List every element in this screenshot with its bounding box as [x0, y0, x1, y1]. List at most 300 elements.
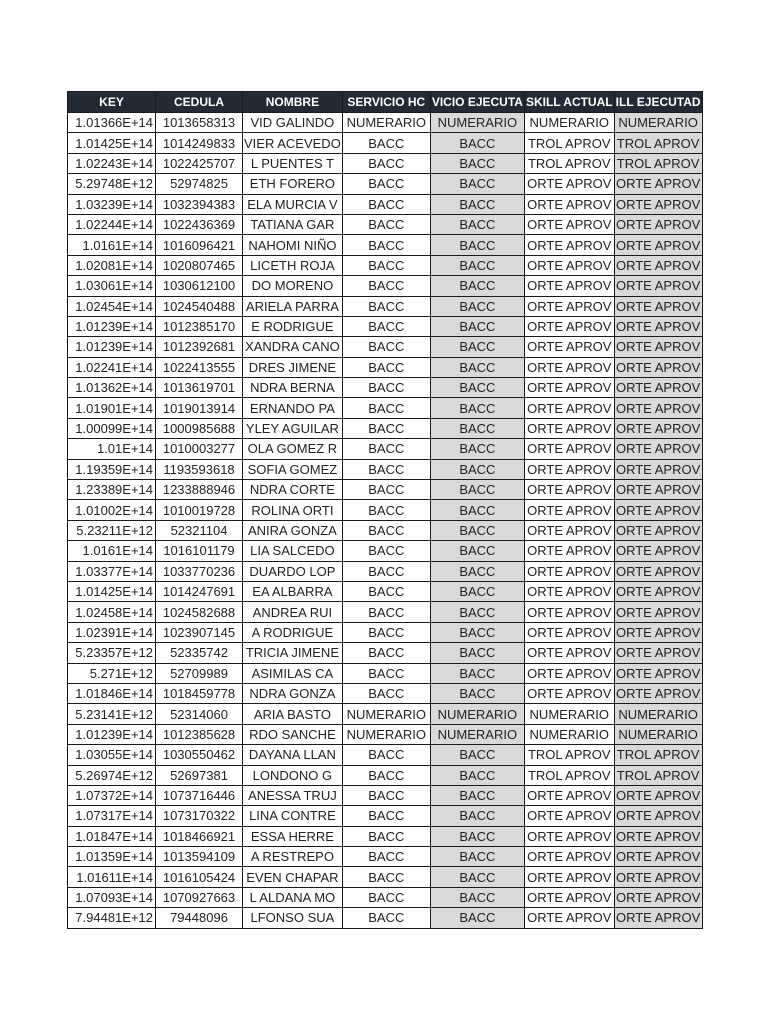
cell-servicio-ejecutado[interactable]: BACC — [430, 745, 524, 765]
cell-servicio-hc[interactable]: BACC — [342, 683, 430, 703]
cell-servicio-hc[interactable]: BACC — [342, 357, 430, 377]
cell-servicio-hc[interactable]: BACC — [342, 765, 430, 785]
cell-skill-actual[interactable]: NUMERARIO — [524, 724, 614, 744]
cell-skill-ejecutado[interactable]: ORTE APROV — [614, 357, 702, 377]
cell-key[interactable]: 1.01425E+14 — [68, 581, 156, 601]
cell-nombre[interactable]: TATIANA GAR — [243, 214, 343, 234]
table-row — [68, 704, 703, 724]
cell-skill-actual[interactable]: ORTE APROV — [524, 500, 614, 520]
cell-key[interactable]: 1.02241E+14 — [68, 357, 156, 377]
cell-key[interactable]: 1.03055E+14 — [68, 745, 156, 765]
cell-key[interactable]: 1.07317E+14 — [68, 806, 156, 826]
cell-key[interactable]: 1.07372E+14 — [68, 785, 156, 805]
table-row — [68, 500, 703, 520]
cell-cedula[interactable]: 1030612100 — [156, 276, 243, 296]
cell-cedula[interactable]: 1073170322 — [156, 806, 243, 826]
cell-cedula[interactable]: 1073716446 — [156, 785, 243, 805]
header-nombre[interactable]: NOMBRE — [243, 92, 343, 113]
header-row — [68, 92, 703, 113]
cell-servicio-ejecutado[interactable]: NUMERARIO — [430, 704, 524, 724]
cell-key[interactable]: 1.02243E+14 — [68, 153, 156, 173]
cell-skill-actual[interactable]: ORTE APROV — [524, 439, 614, 459]
cell-servicio-hc[interactable]: BACC — [342, 867, 430, 887]
cell-nombre[interactable]: DUARDO LOP — [243, 561, 343, 581]
cell-skill-ejecutado[interactable]: ORTE APROV — [614, 439, 702, 459]
cell-skill-actual[interactable]: ORTE APROV — [524, 826, 614, 846]
cell-servicio-ejecutado[interactable]: BACC — [430, 806, 524, 826]
cell-skill-ejecutado[interactable]: ORTE APROV — [614, 276, 702, 296]
cell-cedula[interactable]: 1010019728 — [156, 500, 243, 520]
cell-skill-ejecutado[interactable]: NUMERARIO — [614, 113, 702, 133]
cell-skill-ejecutado[interactable]: ORTE APROV — [614, 683, 702, 703]
cell-servicio-ejecutado[interactable]: BACC — [430, 683, 524, 703]
cell-servicio-ejecutado[interactable]: BACC — [430, 541, 524, 561]
cell-skill-ejecutado[interactable]: TROL APROV — [614, 133, 702, 153]
cell-servicio-ejecutado[interactable]: BACC — [430, 867, 524, 887]
cell-skill-actual[interactable]: ORTE APROV — [524, 316, 614, 336]
cell-nombre[interactable]: ANDREA RUI — [243, 602, 343, 622]
cell-key[interactable]: 5.271E+12 — [68, 663, 156, 683]
header-skill-actual[interactable]: SKILL ACTUAL — [524, 92, 614, 113]
cell-cedula[interactable]: 1013594109 — [156, 847, 243, 867]
cell-servicio-hc[interactable]: BACC — [342, 235, 430, 255]
cell-nombre[interactable]: OLA GOMEZ R — [243, 439, 343, 459]
cell-servicio-hc[interactable]: BACC — [342, 133, 430, 153]
cell-cedula[interactable]: 1013619701 — [156, 378, 243, 398]
cell-cedula[interactable]: 52335742 — [156, 643, 243, 663]
cell-servicio-hc[interactable]: BACC — [342, 398, 430, 418]
cell-skill-actual[interactable]: ORTE APROV — [524, 622, 614, 642]
cell-cedula[interactable]: 1016101179 — [156, 541, 243, 561]
cell-skill-ejecutado[interactable]: ORTE APROV — [614, 541, 702, 561]
cell-cedula[interactable]: 1024540488 — [156, 296, 243, 316]
cell-key[interactable]: 5.26974E+12 — [68, 765, 156, 785]
cell-skill-ejecutado[interactable]: ORTE APROV — [614, 622, 702, 642]
cell-key[interactable]: 1.01E+14 — [68, 439, 156, 459]
cell-servicio-hc[interactable]: BACC — [342, 541, 430, 561]
cell-cedula[interactable]: 52697381 — [156, 765, 243, 785]
table-row — [68, 541, 703, 561]
cell-nombre[interactable]: ELA MURCIA V — [243, 194, 343, 214]
cell-key[interactable]: 1.01002E+14 — [68, 500, 156, 520]
cell-servicio-hc[interactable]: BACC — [342, 847, 430, 867]
cell-skill-actual[interactable]: ORTE APROV — [524, 541, 614, 561]
cell-servicio-hc[interactable]: BACC — [342, 296, 430, 316]
cell-skill-actual[interactable]: ORTE APROV — [524, 683, 614, 703]
cell-servicio-hc[interactable]: BACC — [342, 418, 430, 438]
table-row — [68, 357, 703, 377]
cell-key[interactable]: 1.03377E+14 — [68, 561, 156, 581]
cell-skill-actual[interactable]: ORTE APROV — [524, 806, 614, 826]
cell-servicio-hc[interactable]: BACC — [342, 153, 430, 173]
cell-servicio-ejecutado[interactable]: NUMERARIO — [430, 724, 524, 744]
cell-skill-ejecutado[interactable]: ORTE APROV — [614, 174, 702, 194]
cell-nombre[interactable]: L ALDANA MO — [243, 887, 343, 907]
cell-skill-ejecutado[interactable]: ORTE APROV — [614, 214, 702, 234]
cell-skill-ejecutado[interactable]: NUMERARIO — [614, 724, 702, 744]
cell-servicio-ejecutado[interactable]: BACC — [430, 337, 524, 357]
cell-servicio-hc[interactable]: BACC — [342, 826, 430, 846]
cell-skill-actual[interactable]: ORTE APROV — [524, 602, 614, 622]
cell-nombre[interactable]: DAYANA LLAN — [243, 745, 343, 765]
cell-nombre[interactable]: A RODRIGUE — [243, 622, 343, 642]
cell-cedula[interactable]: 1018466921 — [156, 826, 243, 846]
cell-skill-ejecutado[interactable]: ORTE APROV — [614, 398, 702, 418]
cell-skill-ejecutado[interactable]: ORTE APROV — [614, 785, 702, 805]
cell-nombre[interactable]: VIER ACEVEDO — [243, 133, 343, 153]
cell-cedula[interactable]: 1193593618 — [156, 459, 243, 479]
cell-key[interactable]: 5.23357E+12 — [68, 643, 156, 663]
cell-servicio-ejecutado[interactable]: BACC — [430, 561, 524, 581]
cell-nombre[interactable]: LICETH ROJA — [243, 255, 343, 275]
cell-servicio-hc[interactable]: BACC — [342, 643, 430, 663]
cell-skill-actual[interactable]: ORTE APROV — [524, 255, 614, 275]
cell-key[interactable]: 1.03061E+14 — [68, 276, 156, 296]
cell-servicio-hc[interactable]: BACC — [342, 194, 430, 214]
cell-nombre[interactable]: NDRA CORTE — [243, 480, 343, 500]
cell-skill-ejecutado[interactable]: ORTE APROV — [614, 520, 702, 540]
cell-servicio-hc[interactable]: BACC — [342, 908, 430, 928]
cell-nombre[interactable]: L PUENTES T — [243, 153, 343, 173]
cell-skill-ejecutado[interactable]: TROL APROV — [614, 765, 702, 785]
cell-skill-actual[interactable]: ORTE APROV — [524, 581, 614, 601]
table-row — [68, 276, 703, 296]
cell-key[interactable]: 1.01366E+14 — [68, 113, 156, 133]
cell-nombre[interactable]: EA ALBARRA — [243, 581, 343, 601]
cell-skill-ejecutado[interactable]: ORTE APROV — [614, 194, 702, 214]
table-row — [68, 602, 703, 622]
cell-servicio-ejecutado[interactable]: BACC — [430, 153, 524, 173]
cell-key[interactable]: 1.02081E+14 — [68, 255, 156, 275]
cell-cedula[interactable]: 1012385170 — [156, 316, 243, 336]
cell-skill-ejecutado[interactable]: ORTE APROV — [614, 500, 702, 520]
cell-nombre[interactable]: E RODRIGUE — [243, 316, 343, 336]
cell-key[interactable]: 1.01846E+14 — [68, 683, 156, 703]
cell-servicio-hc[interactable]: BACC — [342, 276, 430, 296]
cell-nombre[interactable]: ROLINA ORTI — [243, 500, 343, 520]
cell-nombre[interactable]: LONDONO G — [243, 765, 343, 785]
cell-servicio-hc[interactable]: BACC — [342, 602, 430, 622]
cell-cedula[interactable]: 1022436369 — [156, 214, 243, 234]
cell-nombre[interactable]: ARIELA PARRA — [243, 296, 343, 316]
cell-cedula[interactable]: 79448096 — [156, 908, 243, 928]
cell-skill-ejecutado[interactable]: ORTE APROV — [614, 847, 702, 867]
header-key[interactable]: KEY — [68, 92, 156, 113]
cell-servicio-ejecutado[interactable]: BACC — [430, 214, 524, 234]
cell-nombre[interactable]: ANESSA TRUJ — [243, 785, 343, 805]
header-servicio-ejecutado[interactable]: VICIO EJECUTA — [430, 92, 524, 113]
cell-key[interactable]: 1.01239E+14 — [68, 316, 156, 336]
cell-servicio-hc[interactable]: BACC — [342, 745, 430, 765]
cell-nombre[interactable]: ETH FORERO — [243, 174, 343, 194]
cell-cedula[interactable]: 1010003277 — [156, 439, 243, 459]
cell-skill-actual[interactable]: ORTE APROV — [524, 174, 614, 194]
table-row — [68, 847, 703, 867]
cell-cedula[interactable]: 1014249833 — [156, 133, 243, 153]
cell-skill-actual[interactable]: ORTE APROV — [524, 378, 614, 398]
cell-skill-ejecutado[interactable]: ORTE APROV — [614, 908, 702, 928]
table-row — [68, 724, 703, 744]
cell-cedula[interactable]: 1024582688 — [156, 602, 243, 622]
cell-skill-actual[interactable]: ORTE APROV — [524, 459, 614, 479]
cell-key[interactable]: 7.94481E+12 — [68, 908, 156, 928]
cell-servicio-ejecutado[interactable]: BACC — [430, 520, 524, 540]
cell-key[interactable]: 1.02454E+14 — [68, 296, 156, 316]
cell-skill-ejecutado[interactable]: ORTE APROV — [614, 663, 702, 683]
cell-key[interactable]: 5.23211E+12 — [68, 520, 156, 540]
cell-key[interactable]: 1.01239E+14 — [68, 724, 156, 744]
cell-skill-actual[interactable]: ORTE APROV — [524, 867, 614, 887]
cell-servicio-hc[interactable]: BACC — [342, 439, 430, 459]
cell-cedula[interactable]: 1070927663 — [156, 887, 243, 907]
cell-cedula[interactable]: 1016096421 — [156, 235, 243, 255]
cell-cedula[interactable]: 1012392681 — [156, 337, 243, 357]
cell-key[interactable]: 1.01847E+14 — [68, 826, 156, 846]
cell-skill-ejecutado[interactable]: ORTE APROV — [614, 235, 702, 255]
table-row — [68, 296, 703, 316]
cell-skill-actual[interactable]: ORTE APROV — [524, 194, 614, 214]
cell-servicio-ejecutado[interactable]: BACC — [430, 602, 524, 622]
cell-servicio-ejecutado[interactable]: BACC — [430, 663, 524, 683]
cell-servicio-ejecutado[interactable]: BACC — [430, 785, 524, 805]
cell-skill-ejecutado[interactable]: NUMERARIO — [614, 704, 702, 724]
cell-servicio-ejecutado[interactable]: BACC — [430, 459, 524, 479]
cell-servicio-hc[interactable]: BACC — [342, 459, 430, 479]
cell-skill-actual[interactable]: ORTE APROV — [524, 520, 614, 540]
cell-skill-actual[interactable]: ORTE APROV — [524, 908, 614, 928]
cell-cedula[interactable]: 1022425707 — [156, 153, 243, 173]
cell-skill-ejecutado[interactable]: ORTE APROV — [614, 378, 702, 398]
cell-cedula[interactable]: 52709989 — [156, 663, 243, 683]
cell-cedula[interactable]: 1030550462 — [156, 745, 243, 765]
cell-key[interactable]: 1.02391E+14 — [68, 622, 156, 642]
cell-servicio-ejecutado[interactable]: BACC — [430, 398, 524, 418]
cell-servicio-ejecutado[interactable]: BACC — [430, 826, 524, 846]
cell-nombre[interactable]: DRES JIMENE — [243, 357, 343, 377]
cell-key[interactable]: 1.19359E+14 — [68, 459, 156, 479]
table-row — [68, 867, 703, 887]
cell-cedula[interactable]: 52321104 — [156, 520, 243, 540]
cell-skill-actual[interactable]: ORTE APROV — [524, 357, 614, 377]
cell-cedula[interactable]: 1233888946 — [156, 480, 243, 500]
cell-key[interactable]: 1.00099E+14 — [68, 418, 156, 438]
cell-nombre[interactable]: A RESTREPO — [243, 847, 343, 867]
cell-skill-actual[interactable]: NUMERARIO — [524, 704, 614, 724]
cell-cedula[interactable]: 1019013914 — [156, 398, 243, 418]
cell-skill-actual[interactable]: ORTE APROV — [524, 276, 614, 296]
cell-nombre[interactable]: LINA CONTRE — [243, 806, 343, 826]
cell-key[interactable]: 1.01239E+14 — [68, 337, 156, 357]
cell-skill-actual[interactable]: ORTE APROV — [524, 561, 614, 581]
cell-cedula[interactable]: 1016105424 — [156, 867, 243, 887]
table-row — [68, 622, 703, 642]
cell-servicio-hc[interactable]: BACC — [342, 214, 430, 234]
cell-servicio-hc[interactable]: BACC — [342, 806, 430, 826]
cell-servicio-ejecutado[interactable]: BACC — [430, 439, 524, 459]
cell-servicio-hc[interactable]: BACC — [342, 378, 430, 398]
cell-key[interactable]: 1.02244E+14 — [68, 214, 156, 234]
cell-cedula[interactable]: 1000985688 — [156, 418, 243, 438]
cell-nombre[interactable]: EVEN CHAPAR — [243, 867, 343, 887]
cell-skill-ejecutado[interactable]: ORTE APROV — [614, 806, 702, 826]
cell-key[interactable]: 1.03239E+14 — [68, 194, 156, 214]
cell-nombre[interactable]: YLEY AGUILAR — [243, 418, 343, 438]
cell-skill-ejecutado[interactable]: ORTE APROV — [614, 316, 702, 336]
cell-nombre[interactable]: VID GALINDO — [243, 113, 343, 133]
cell-cedula[interactable]: 1014247691 — [156, 581, 243, 601]
cell-servicio-hc[interactable]: NUMERARIO — [342, 113, 430, 133]
cell-servicio-hc[interactable]: BACC — [342, 581, 430, 601]
cell-skill-actual[interactable]: ORTE APROV — [524, 398, 614, 418]
cell-cedula[interactable]: 1022413555 — [156, 357, 243, 377]
cell-nombre[interactable]: ARIA BASTO — [243, 704, 343, 724]
cell-skill-actual[interactable]: ORTE APROV — [524, 337, 614, 357]
cell-nombre[interactable]: NAHOMI NIÑO — [243, 235, 343, 255]
cell-servicio-hc[interactable]: BACC — [342, 174, 430, 194]
cell-skill-ejecutado[interactable]: ORTE APROV — [614, 602, 702, 622]
cell-key[interactable]: 5.29748E+12 — [68, 174, 156, 194]
cell-skill-actual[interactable]: ORTE APROV — [524, 418, 614, 438]
cell-skill-actual[interactable]: ORTE APROV — [524, 643, 614, 663]
cell-key[interactable]: 1.01362E+14 — [68, 378, 156, 398]
cell-skill-actual[interactable]: ORTE APROV — [524, 847, 614, 867]
cell-servicio-ejecutado[interactable]: BACC — [430, 765, 524, 785]
cell-key[interactable]: 1.01425E+14 — [68, 133, 156, 153]
cell-servicio-ejecutado[interactable]: BACC — [430, 480, 524, 500]
cell-servicio-hc[interactable]: BACC — [342, 622, 430, 642]
cell-servicio-ejecutado[interactable]: BACC — [430, 847, 524, 867]
cell-skill-actual[interactable]: ORTE APROV — [524, 296, 614, 316]
cell-nombre[interactable]: TRICIA JIMENE — [243, 643, 343, 663]
cell-nombre[interactable]: LFONSO SUA — [243, 908, 343, 928]
cell-key[interactable]: 1.0161E+14 — [68, 541, 156, 561]
cell-skill-actual[interactable]: TROL APROV — [524, 765, 614, 785]
cell-nombre[interactable]: ERNANDO PA — [243, 398, 343, 418]
cell-servicio-hc[interactable]: BACC — [342, 337, 430, 357]
cell-skill-actual[interactable]: ORTE APROV — [524, 214, 614, 234]
cell-nombre[interactable]: XANDRA CANO — [243, 337, 343, 357]
cell-servicio-ejecutado[interactable]: BACC — [430, 296, 524, 316]
cell-cedula[interactable]: 52314060 — [156, 704, 243, 724]
cell-skill-actual[interactable]: NUMERARIO — [524, 113, 614, 133]
cell-key[interactable]: 1.02458E+14 — [68, 602, 156, 622]
cell-servicio-ejecutado[interactable]: BACC — [430, 357, 524, 377]
cell-servicio-hc[interactable]: BACC — [342, 480, 430, 500]
cell-servicio-hc[interactable]: BACC — [342, 255, 430, 275]
cell-skill-ejecutado[interactable]: ORTE APROV — [614, 480, 702, 500]
cell-servicio-ejecutado[interactable]: BACC — [430, 887, 524, 907]
cell-skill-ejecutado[interactable]: ORTE APROV — [614, 887, 702, 907]
cell-skill-ejecutado[interactable]: ORTE APROV — [614, 296, 702, 316]
cell-cedula[interactable]: 1033770236 — [156, 561, 243, 581]
cell-nombre[interactable]: SOFIA GOMEZ — [243, 459, 343, 479]
cell-skill-ejecutado[interactable]: TROL APROV — [614, 745, 702, 765]
cell-key[interactable]: 1.23389E+14 — [68, 480, 156, 500]
cell-servicio-ejecutado[interactable]: BACC — [430, 255, 524, 275]
header-skill-ejecutado[interactable]: ILL EJECUTAD — [614, 92, 702, 113]
cell-nombre[interactable]: ANIRA GONZA — [243, 520, 343, 540]
cell-skill-ejecutado[interactable]: ORTE APROV — [614, 643, 702, 663]
cell-servicio-hc[interactable]: BACC — [342, 500, 430, 520]
cell-servicio-ejecutado[interactable]: BACC — [430, 908, 524, 928]
cell-skill-actual[interactable]: ORTE APROV — [524, 235, 614, 255]
header-cedula[interactable]: CEDULA — [156, 92, 243, 113]
cell-servicio-ejecutado[interactable]: BACC — [430, 316, 524, 336]
cell-servicio-ejecutado[interactable]: BACC — [430, 643, 524, 663]
cell-skill-actual[interactable]: ORTE APROV — [524, 887, 614, 907]
cell-nombre[interactable]: NDRA GONZA — [243, 683, 343, 703]
cell-key[interactable]: 1.01901E+14 — [68, 398, 156, 418]
cell-nombre[interactable]: DO MORENO — [243, 276, 343, 296]
cell-skill-ejecutado[interactable]: ORTE APROV — [614, 826, 702, 846]
cell-nombre[interactable]: ESSA HERRE — [243, 826, 343, 846]
cell-servicio-hc[interactable]: BACC — [342, 663, 430, 683]
cell-cedula[interactable]: 1013658313 — [156, 113, 243, 133]
cell-servicio-ejecutado[interactable]: BACC — [430, 194, 524, 214]
cell-nombre[interactable]: ASIMILAS CA — [243, 663, 343, 683]
header-servicio-hc[interactable]: SERVICIO HC — [342, 92, 430, 113]
cell-skill-ejecutado[interactable]: ORTE APROV — [614, 337, 702, 357]
cell-servicio-ejecutado[interactable]: BACC — [430, 174, 524, 194]
cell-servicio-ejecutado[interactable]: NUMERARIO — [430, 113, 524, 133]
cell-key[interactable]: 1.07093E+14 — [68, 887, 156, 907]
cell-skill-ejecutado[interactable]: ORTE APROV — [614, 561, 702, 581]
table-row — [68, 316, 703, 336]
cell-nombre[interactable]: LIA SALCEDO — [243, 541, 343, 561]
cell-servicio-hc[interactable]: BACC — [342, 316, 430, 336]
cell-skill-ejecutado[interactable]: ORTE APROV — [614, 459, 702, 479]
cell-key[interactable]: 1.0161E+14 — [68, 235, 156, 255]
cell-skill-ejecutado[interactable]: ORTE APROV — [614, 867, 702, 887]
cell-skill-ejecutado[interactable]: ORTE APROV — [614, 255, 702, 275]
cell-nombre[interactable]: RDO SANCHE — [243, 724, 343, 744]
cell-skill-ejecutado[interactable]: ORTE APROV — [614, 418, 702, 438]
cell-cedula[interactable]: 1012385628 — [156, 724, 243, 744]
cell-servicio-ejecutado[interactable]: BACC — [430, 235, 524, 255]
cell-skill-actual[interactable]: TROL APROV — [524, 153, 614, 173]
cell-cedula[interactable]: 1018459778 — [156, 683, 243, 703]
cell-cedula[interactable]: 1020807465 — [156, 255, 243, 275]
cell-key[interactable]: 5.23141E+12 — [68, 704, 156, 724]
cell-servicio-ejecutado[interactable]: BACC — [430, 581, 524, 601]
cell-servicio-ejecutado[interactable]: BACC — [430, 418, 524, 438]
cell-nombre[interactable]: NDRA BERNA — [243, 378, 343, 398]
cell-servicio-hc[interactable]: NUMERARIO — [342, 724, 430, 744]
cell-skill-actual[interactable]: ORTE APROV — [524, 785, 614, 805]
cell-skill-actual[interactable]: TROL APROV — [524, 133, 614, 153]
cell-skill-actual[interactable]: ORTE APROV — [524, 480, 614, 500]
cell-key[interactable]: 1.01611E+14 — [68, 867, 156, 887]
cell-servicio-ejecutado[interactable]: BACC — [430, 378, 524, 398]
cell-cedula[interactable]: 1023907145 — [156, 622, 243, 642]
cell-servicio-ejecutado[interactable]: BACC — [430, 500, 524, 520]
cell-cedula[interactable]: 1032394383 — [156, 194, 243, 214]
cell-servicio-hc[interactable]: BACC — [342, 561, 430, 581]
cell-servicio-ejecutado[interactable]: BACC — [430, 133, 524, 153]
cell-skill-ejecutado[interactable]: ORTE APROV — [614, 581, 702, 601]
cell-servicio-ejecutado[interactable]: BACC — [430, 276, 524, 296]
cell-servicio-hc[interactable]: BACC — [342, 520, 430, 540]
cell-skill-ejecutado[interactable]: TROL APROV — [614, 153, 702, 173]
cell-cedula[interactable]: 52974825 — [156, 174, 243, 194]
cell-servicio-hc[interactable]: NUMERARIO — [342, 704, 430, 724]
cell-skill-actual[interactable]: TROL APROV — [524, 745, 614, 765]
cell-skill-actual[interactable]: ORTE APROV — [524, 663, 614, 683]
cell-servicio-hc[interactable]: BACC — [342, 887, 430, 907]
cell-servicio-ejecutado[interactable]: BACC — [430, 622, 524, 642]
cell-key[interactable]: 1.01359E+14 — [68, 847, 156, 867]
cell-servicio-hc[interactable]: BACC — [342, 785, 430, 805]
